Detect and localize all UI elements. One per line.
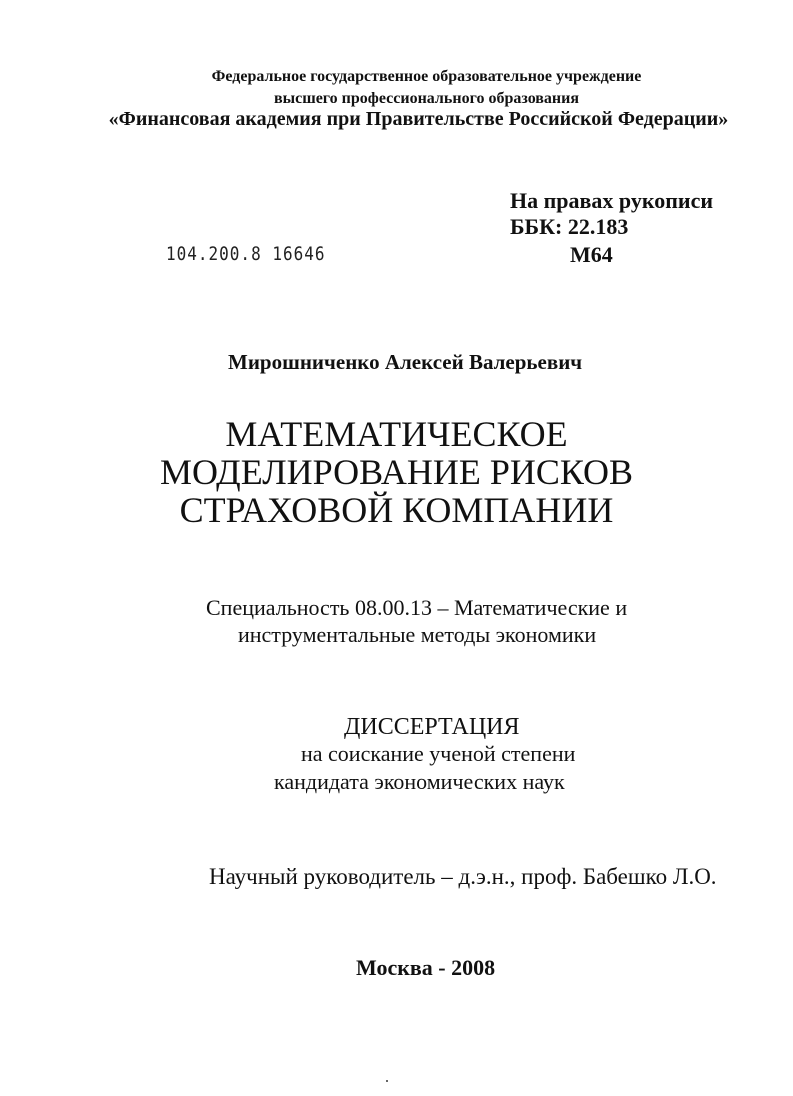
institution-line-1: Федеральное государственное образовательное учреждение — [211, 68, 642, 85]
stamp-number: 104.200.8 16646 — [166, 242, 326, 265]
institution-line-3: «Финансовая академия при Правительстве Российской Федерации» — [108, 108, 729, 130]
dissertation-line-3: кандидата экономических наук — [274, 769, 565, 794]
manuscript-rights: На правах рукописи — [510, 188, 714, 213]
dissertation-heading: ДИССЕРТАЦИЯ — [344, 714, 520, 740]
city-year: Москва - 2008 — [356, 955, 496, 980]
title-line-2: МОДЕЛИРОВАНИЕ РИСКОВ — [159, 452, 634, 492]
title-line-1: МАТЕМАТИЧЕСКОЕ — [225, 414, 568, 454]
author-name: Мирошниченко Алексей Валерьевич — [228, 350, 583, 374]
dissertation-line-2: на соискание ученой степени — [301, 741, 576, 766]
specialty-line-2: инструментальные методы экономики — [238, 622, 597, 647]
specialty-line-1: Специальность 08.00.13 – Математические и — [206, 595, 628, 620]
author-code: М64 — [570, 242, 613, 267]
institution-line-2: высшего профессионального образования — [273, 90, 580, 107]
scan-speck — [386, 1080, 388, 1082]
bbk-code: ББК: 22.183 — [510, 214, 629, 239]
title-line-3: СТРАХОВОЙ КОМПАНИИ — [179, 490, 614, 530]
supervisor: Научный руководитель – д.э.н., проф. Бабешко Л.О. — [209, 864, 717, 889]
